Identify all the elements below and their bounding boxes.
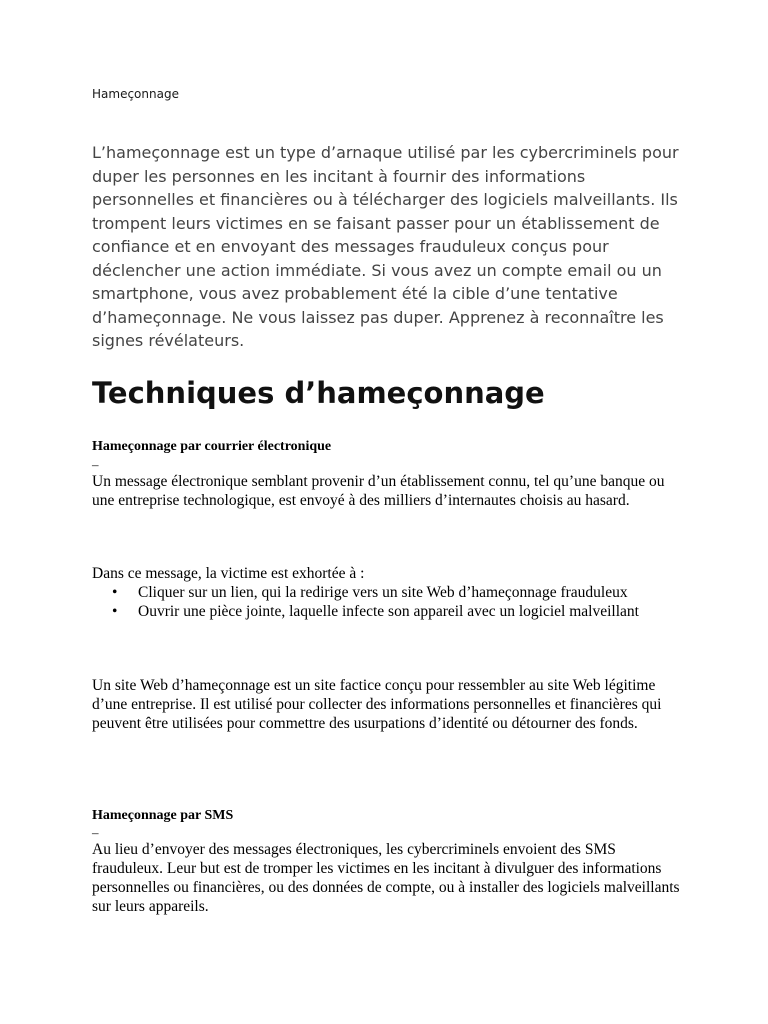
- sms-phishing-paragraph: Au lieu d’envoyer des messages électroniques, les cybercriminels envoient des SMS frauduleux. Leur but est de tromper les victimes en les incitant à divulguer des informations personnelles ou financières, ou des données de compte, ou à installer des logiciels malveillants sur leurs appareils.: [92, 841, 680, 915]
- email-phishing-dash: –: [92, 457, 99, 472]
- bullet-glyph: •: [112, 603, 118, 620]
- section-heading: Techniques d’hameçonnage: [92, 376, 545, 410]
- email-phishing-heading: Hameçonnage par courrier électronique: [92, 439, 332, 454]
- email-phishing-paragraph-3: Un site Web d’hameçonnage est un site factice conçu pour ressembler au site Web légitime d’une entreprise. Il est utilisé pour collecter des informations personnelles et financières qui peuvent être utilisées pour commettre des usurpations d’identité ou détourner des fonds.: [92, 677, 662, 732]
- email-phishing-bullet-list: [92, 583, 652, 621]
- list-item: [92, 583, 652, 602]
- list-item: [92, 602, 652, 621]
- list-item-text: Ouvrir une pièce jointe, laquelle infecte son appareil avec un logiciel malveillant: [138, 603, 639, 620]
- intro-paragraph: L’hameçonnage est un type d’arnaque utilisé par les cybercriminels pour duper les personnes en les incitant à fournir des informations personnelles et financières ou à télécharger des logiciels malveillants. Ils trompent leurs victimes en se faisant passer pour un établissement de confiance et en envoyant des messages frauduleux conçus pour déclencher une action immédiate. Si vous avez un compte email ou un smartphone, vous avez probablement été la cible d’une tentative d’hameçonnage. Ne vous laissez pas duper. Apprenez à reconnaître les signes révélateurs.: [92, 143, 679, 350]
- document-header-title: Hameçonnage: [92, 87, 179, 101]
- email-phishing-paragraph-2: Dans ce message, la victime est exhortée à :: [92, 565, 365, 582]
- sms-phishing-dash: –: [92, 825, 99, 840]
- email-phishing-paragraph-1: Un message électronique semblant provenir d’un établissement connu, tel qu’une banque ou une entreprise technologique, est envoyé à des milliers d’internautes choisis au hasard.: [92, 473, 665, 509]
- bullet-glyph: •: [112, 584, 118, 601]
- sms-phishing-heading: Hameçonnage par SMS: [92, 808, 234, 823]
- list-item-text: Cliquer sur un lien, qui la redirige vers un site Web d’hameçonnage frauduleux: [138, 584, 628, 601]
